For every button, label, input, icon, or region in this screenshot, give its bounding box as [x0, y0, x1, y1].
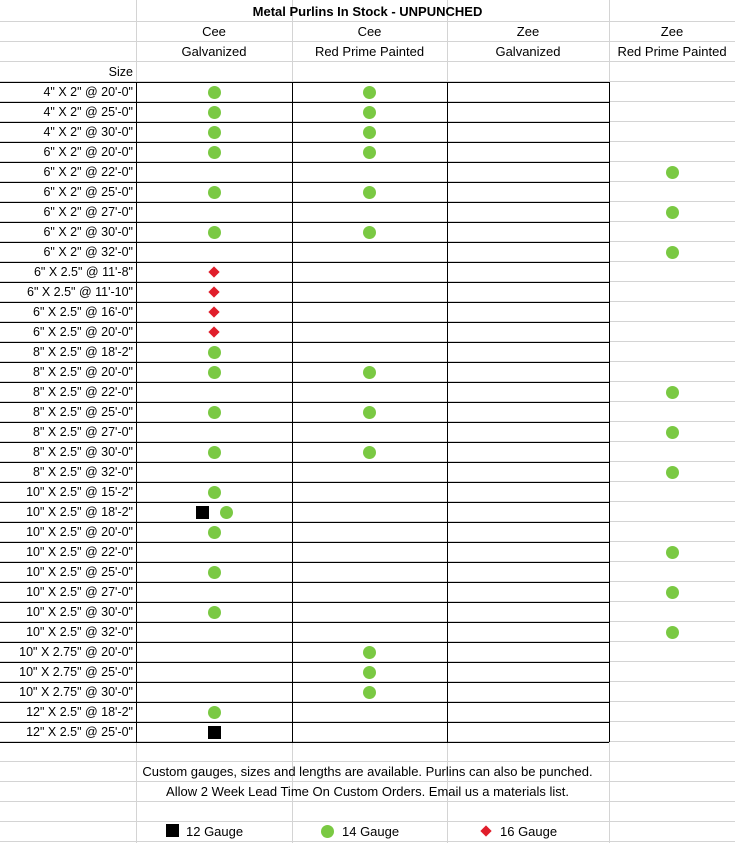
- size-cell: 10" X 2.75" @ 30'-0": [19, 685, 133, 699]
- size-cell: 10" X 2.75" @ 25'-0": [19, 665, 133, 679]
- column-border: [136, 82, 137, 742]
- size-cell: 10" X 2.5" @ 20'-0": [26, 525, 133, 539]
- row-border: [0, 722, 609, 723]
- lead-time-note: Allow 2 Week Lead Time On Custom Orders. Email us a materials list.: [166, 784, 569, 799]
- table-row: [0, 542, 735, 562]
- table-row: [0, 482, 735, 502]
- gauge-14-circle-icon: [363, 86, 376, 99]
- gauge-14-circle-icon: [363, 446, 376, 459]
- row-border: [0, 262, 609, 263]
- size-cell: 6" X 2.5" @ 11'-10": [27, 285, 133, 299]
- gauge-14-circle-icon: [208, 486, 221, 499]
- gauge-14-circle-icon: [208, 566, 221, 579]
- gauge-14-circle-icon: [666, 626, 679, 639]
- column-border: [292, 82, 293, 742]
- table-row: [0, 422, 735, 442]
- gauge-16-diamond-icon: [208, 266, 219, 277]
- size-cell: 10" X 2.5" @ 32'-0": [26, 625, 133, 639]
- size-cell: 10" X 2.5" @ 30'-0": [26, 605, 133, 619]
- legend-label-14-gauge: 14 Gauge: [342, 824, 400, 839]
- row-border: [0, 742, 609, 743]
- gauge-14-circle-icon: [666, 166, 679, 179]
- gauge-16-diamond-icon: [208, 306, 219, 317]
- table-row: [0, 102, 735, 122]
- row-border: [0, 82, 609, 83]
- size-cell: 6" X 2" @ 27'-0": [43, 205, 133, 219]
- gauge-14-circle-icon: [208, 186, 221, 199]
- table-row: [0, 662, 735, 682]
- row-border: [0, 422, 609, 423]
- column-header-finish: Galvanized: [495, 44, 561, 59]
- gauge-14-circle-icon: [363, 406, 376, 419]
- size-cell: 8" X 2.5" @ 25'-0": [33, 405, 133, 419]
- gauge-14-circle-icon: [666, 246, 679, 259]
- table-row: [0, 602, 735, 622]
- row-border: [0, 582, 609, 583]
- size-cell: 10" X 2.5" @ 22'-0": [26, 545, 133, 559]
- column-header-type: Zee: [660, 24, 684, 39]
- size-cell: 6" X 2" @ 32'-0": [43, 245, 133, 259]
- gauge-14-circle-icon: [363, 366, 376, 379]
- row-border: [0, 102, 609, 103]
- diamond-icon: [480, 825, 491, 836]
- row-border: [0, 202, 609, 203]
- gauge-14-circle-icon: [220, 506, 233, 519]
- size-cell: 8" X 2.5" @ 20'-0": [33, 365, 133, 379]
- gauge-16-diamond-icon: [208, 326, 219, 337]
- size-cell: 6" X 2" @ 20'-0": [43, 145, 133, 159]
- legend-label-16-gauge: 16 Gauge: [500, 824, 558, 839]
- row-border: [0, 682, 609, 683]
- gauge-14-circle-icon: [363, 666, 376, 679]
- row-border: [0, 562, 609, 563]
- column-border: [609, 82, 610, 742]
- row-border: [0, 662, 609, 663]
- size-column-header: Size: [108, 65, 133, 79]
- table-row: [0, 522, 735, 542]
- row-border: [0, 222, 609, 223]
- gauge-14-circle-icon: [666, 546, 679, 559]
- custom-note: Custom gauges, sizes and lengths are available. Purlins can also be punched.: [142, 764, 593, 779]
- size-cell: 10" X 2.75" @ 20'-0": [19, 645, 133, 659]
- row-border: [0, 182, 609, 183]
- table-row: [0, 342, 735, 362]
- row-border: [0, 382, 609, 383]
- row-border: [0, 702, 609, 703]
- size-cell: 6" X 2" @ 30'-0": [43, 225, 133, 239]
- row-border: [0, 362, 609, 363]
- gauge-14-circle-icon: [208, 406, 221, 419]
- size-cell: 10" X 2.5" @ 15'-2": [26, 485, 133, 499]
- row-border: [0, 542, 609, 543]
- legend-label-12-gauge: 12 Gauge: [186, 824, 244, 839]
- size-cell: 12" X 2.5" @ 18'-2": [26, 705, 133, 719]
- table-row: [0, 282, 735, 302]
- table-row: [0, 82, 735, 102]
- size-cell: 6" X 2.5" @ 16'-0": [33, 305, 133, 319]
- gauge-14-circle-icon: [208, 706, 221, 719]
- table-row: [0, 582, 735, 602]
- size-cell: 8" X 2.5" @ 30'-0": [33, 445, 133, 459]
- table-row: [0, 222, 735, 242]
- gauge-14-circle-icon: [363, 226, 376, 239]
- gauge-14-circle-icon: [666, 426, 679, 439]
- size-cell: 6" X 2" @ 22'-0": [43, 165, 133, 179]
- gauge-14-circle-icon: [363, 126, 376, 139]
- row-border: [0, 502, 609, 503]
- row-border: [0, 602, 609, 603]
- gauge-14-circle-icon: [363, 686, 376, 699]
- size-cell: 8" X 2.5" @ 22'-0": [33, 385, 133, 399]
- gauge-12-square-icon: [208, 726, 221, 739]
- gauge-14-circle-icon: [208, 366, 221, 379]
- gauge-14-circle-icon: [208, 346, 221, 359]
- table-row: [0, 302, 735, 322]
- row-border: [0, 482, 609, 483]
- column-header-type: Cee: [202, 24, 226, 39]
- table-row: [0, 722, 735, 742]
- row-border: [0, 122, 609, 123]
- size-cell: 4" X 2" @ 25'-0": [43, 105, 133, 119]
- row-border: [0, 342, 609, 343]
- gauge-14-circle-icon: [363, 646, 376, 659]
- column-header-finish: Galvanized: [181, 44, 247, 59]
- row-border: [0, 642, 609, 643]
- row-border: [0, 282, 609, 283]
- row-border: [0, 462, 609, 463]
- gauge-16-diamond-icon: [208, 286, 219, 297]
- row-border: [0, 142, 609, 143]
- column-header-type: Zee: [516, 24, 540, 39]
- gauge-14-circle-icon: [208, 126, 221, 139]
- size-cell: 10" X 2.5" @ 25'-0": [26, 565, 133, 579]
- row-border: [0, 522, 609, 523]
- gauge-12-square-icon: [196, 506, 209, 519]
- table-row: [0, 262, 735, 282]
- row-border: [0, 162, 609, 163]
- size-cell: 4" X 2" @ 20'-0": [43, 85, 133, 99]
- gauge-14-circle-icon: [208, 106, 221, 119]
- table-row: [0, 622, 735, 642]
- table-row: [0, 162, 735, 182]
- gauge-14-circle-icon: [208, 86, 221, 99]
- size-cell: 4" X 2" @ 30'-0": [43, 125, 133, 139]
- square-icon: [166, 824, 179, 837]
- table-row: [0, 702, 735, 722]
- table-row: [0, 642, 735, 662]
- size-cell: 10" X 2.5" @ 27'-0": [26, 585, 133, 599]
- table-row: [0, 122, 735, 142]
- gauge-14-circle-icon: [208, 606, 221, 619]
- gauge-14-circle-icon: [363, 146, 376, 159]
- gauge-14-circle-icon: [363, 186, 376, 199]
- table-row: [0, 682, 735, 702]
- size-cell: 12" X 2.5" @ 25'-0": [26, 725, 133, 739]
- size-cell: 6" X 2" @ 25'-0": [43, 185, 133, 199]
- gauge-14-circle-icon: [208, 226, 221, 239]
- table-row: [0, 382, 735, 402]
- table-row: [0, 462, 735, 482]
- table-row: [0, 502, 735, 522]
- table-row: [0, 442, 735, 462]
- size-cell: 8" X 2.5" @ 18'-2": [33, 345, 133, 359]
- gauge-14-circle-icon: [666, 466, 679, 479]
- table-row: [0, 202, 735, 222]
- row-border: [0, 242, 609, 243]
- sheet-title: Metal Purlins In Stock - UNPUNCHED: [252, 4, 483, 19]
- row-border: [0, 622, 609, 623]
- gauge-14-circle-icon: [666, 386, 679, 399]
- gauge-14-circle-icon: [208, 446, 221, 459]
- table-row: [0, 182, 735, 202]
- row-border: [0, 302, 609, 303]
- table-row: [0, 562, 735, 582]
- row-border: [0, 322, 609, 323]
- row-border: [0, 442, 609, 443]
- gauge-14-circle-icon: [363, 106, 376, 119]
- table-row: [0, 322, 735, 342]
- size-cell: 6" X 2.5" @ 11'-8": [33, 265, 133, 279]
- column-header-finish: Red Prime Painted: [314, 44, 425, 59]
- gauge-14-circle-icon: [208, 146, 221, 159]
- table-row: [0, 402, 735, 422]
- size-cell: 10" X 2.5" @ 18'-2": [26, 505, 133, 519]
- table-row: [0, 142, 735, 162]
- size-cell: 6" X 2.5" @ 20'-0": [33, 325, 133, 339]
- row-border: [0, 402, 609, 403]
- gauge-14-circle-icon: [666, 206, 679, 219]
- circle-icon: [321, 825, 334, 838]
- size-cell: 8" X 2.5" @ 27'-0": [33, 425, 133, 439]
- size-cell: 8" X 2.5" @ 32'-0": [33, 465, 133, 479]
- column-header-finish: Red Prime Painted: [617, 44, 727, 59]
- column-border: [447, 82, 448, 742]
- table-row: [0, 362, 735, 382]
- table-row: [0, 242, 735, 262]
- gauge-14-circle-icon: [208, 526, 221, 539]
- gauge-14-circle-icon: [666, 586, 679, 599]
- column-header-type: Cee: [357, 24, 382, 39]
